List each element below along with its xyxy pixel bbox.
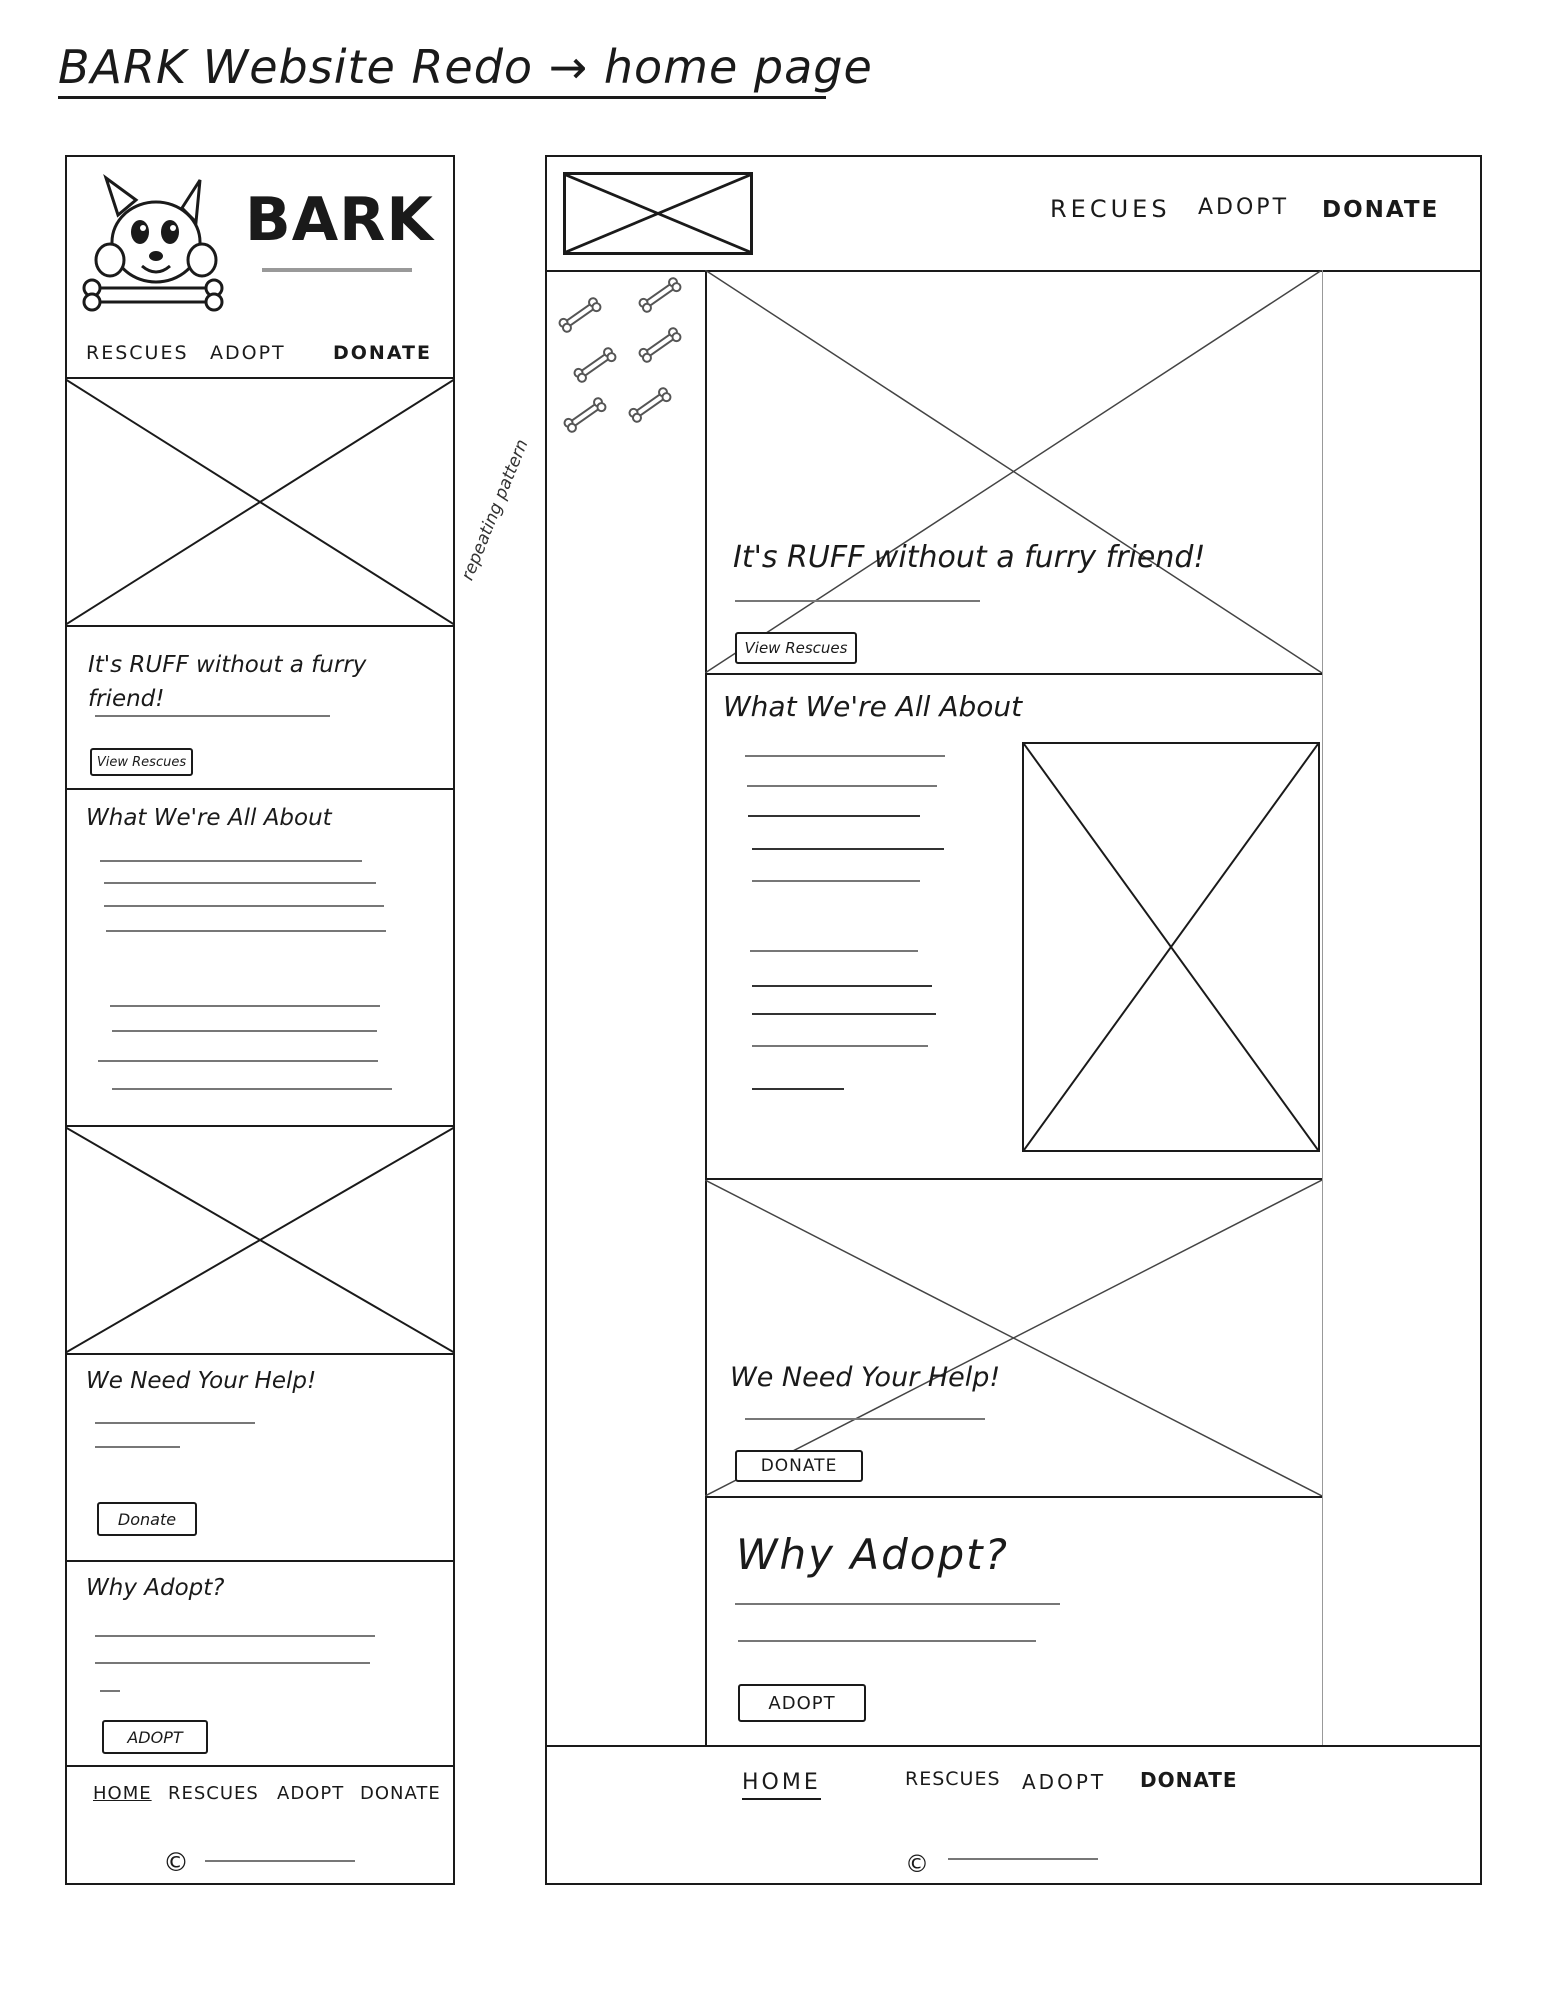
mobile-about-text-line [112,1030,377,1032]
desktop-copyright-symbol: © [905,1850,929,1878]
mobile-footer-donate[interactable]: DONATE [360,1783,441,1804]
mobile-hero-image-placeholder [65,377,455,627]
desktop-help-text-line [745,1418,985,1420]
mobile-help-heading: We Need Your Help! [86,1368,317,1394]
desktop-about-text-line [745,755,945,757]
mobile-section-image-placeholder [65,1125,455,1355]
desktop-nav-donate[interactable]: DONATE [1322,197,1440,223]
mobile-footer-home[interactable]: HOME [93,1783,152,1804]
mobile-logo-dog-icon [78,170,228,320]
desktop-hero-text-line [735,600,980,602]
mobile-about-text-line [104,905,384,907]
desktop-why-text-line [738,1640,1036,1642]
mobile-about-text-line [100,860,362,862]
mobile-help-text-line [95,1446,180,1448]
mobile-view-rescues-button[interactable]: View Rescues [90,748,193,776]
mobile-why-text-line [95,1635,375,1637]
mobile-donate-button[interactable]: Donate [97,1502,197,1536]
mobile-footer-rescues[interactable]: RESCUES [168,1783,259,1804]
mobile-hero-text-line [95,715,330,717]
desktop-donate-button[interactable]: DONATE [735,1450,863,1482]
desktop-about-text-line [752,1088,844,1090]
desktop-about-text-line [752,1045,928,1047]
mobile-brand-underline [262,268,412,272]
mobile-why-text-line [95,1662,370,1664]
desktop-nav-rescues[interactable]: RECUES [1050,195,1171,223]
desktop-about-text-line [747,785,937,787]
mobile-nav-rescues[interactable]: RESCUES [86,342,189,364]
desktop-why-text-line [735,1603,1060,1605]
desktop-footer-home[interactable]: HOME [742,1770,821,1800]
mobile-nav-adopt[interactable]: ADOPT [210,342,286,364]
mobile-hero-heading: It's RUFF without a furry friend! [88,652,367,712]
mobile-why-adopt-heading: Why Adopt? [86,1575,225,1601]
desktop-bone-pattern [555,275,690,450]
desktop-about-text-line [748,815,920,817]
desktop-footer-donate[interactable]: DONATE [1140,1768,1238,1792]
desktop-about-text-line [752,985,932,987]
desktop-about-text-line [752,880,920,882]
desktop-about-text-line [750,950,918,952]
desktop-about-text-line [752,1013,936,1015]
mobile-help-text-line [95,1422,255,1424]
mobile-about-text-line [112,1088,392,1090]
desktop-help-heading: We Need Your Help! [730,1362,1001,1393]
desktop-footer-adopt[interactable]: ADOPT [1022,1770,1107,1794]
mobile-about-text-line [106,930,386,932]
mobile-about-text-line [104,882,376,884]
repeating-pattern-annotation: repeating pattern [457,436,533,584]
desktop-footer [545,1745,1482,1885]
desktop-footer-rescues[interactable]: RESCUES [905,1768,1001,1790]
title-underline [58,96,826,99]
mobile-about-section [65,788,455,1128]
desktop-nav-adopt[interactable]: ADOPT [1198,195,1290,220]
desktop-logo-placeholder [563,172,753,255]
mobile-about-heading: What We're All About [86,805,332,831]
mobile-about-text-line [110,1005,380,1007]
desktop-about-heading: What We're All About [723,690,1023,723]
mobile-copyright-symbol: © [163,1848,189,1878]
desktop-view-rescues-button[interactable]: View Rescues [735,632,857,664]
desktop-adopt-button[interactable]: ADOPT [738,1684,866,1722]
mobile-nav-donate[interactable]: DONATE [333,342,432,364]
desktop-hero-image-placeholder [705,270,1322,675]
mobile-footer-adopt[interactable]: ADOPT [277,1783,345,1804]
page-title: BARK Website Redo → home page [58,40,873,94]
desktop-about-image-placeholder [1022,742,1320,1152]
desktop-about-text-line [752,848,944,850]
mobile-copyright-line [205,1860,355,1862]
mobile-adopt-button[interactable]: ADOPT [102,1720,208,1754]
desktop-copyright-line [948,1858,1098,1860]
mobile-why-text-line [100,1690,120,1692]
mobile-about-text-line [98,1060,378,1062]
desktop-content-right-border [1322,270,1323,1745]
mobile-brand-logo: BARK [245,185,434,255]
desktop-why-adopt-heading: Why Adopt? [736,1530,1009,1579]
desktop-hero-heading: It's RUFF without a furry friend! [733,540,1206,575]
